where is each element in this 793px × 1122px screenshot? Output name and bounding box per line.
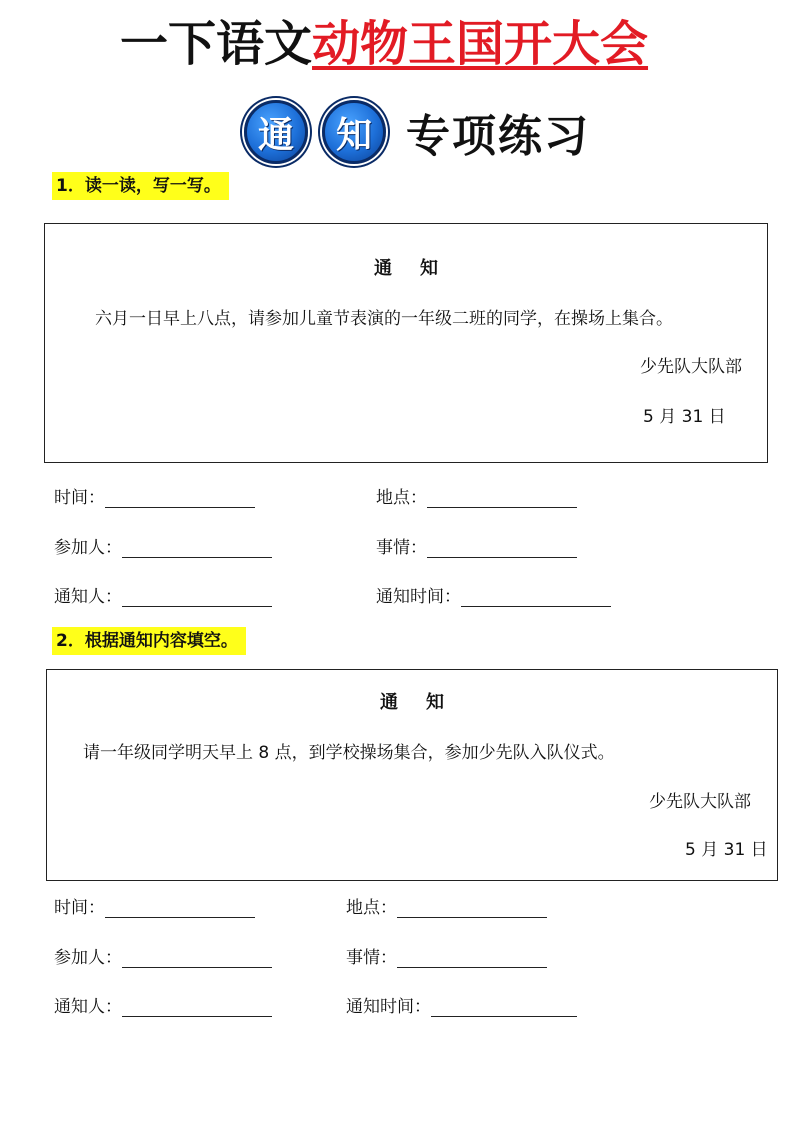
- section1-time-label: 时间：: [54, 488, 105, 508]
- section1-matter-field: [376, 533, 577, 558]
- section2-time-blank[interactable]: [105, 899, 255, 918]
- section1-notice-time-field: [376, 582, 611, 607]
- section1-notice-body: 六月一日早上八点，请参加儿童节表演的一年级二班的同学，在操场上集合。: [95, 309, 673, 329]
- title-prefix: 一下语文: [120, 18, 313, 70]
- section1-notice-date: 5 月 31 日: [643, 407, 726, 427]
- section2-participants-field: [54, 943, 272, 968]
- section1-matter-label: 事情：: [376, 538, 427, 558]
- section2-notifier-field: [54, 992, 272, 1017]
- section2-notice-box: [46, 669, 778, 881]
- section2-place-blank[interactable]: [397, 899, 547, 918]
- section2-time-field: [54, 893, 255, 918]
- section2-notifier-blank[interactable]: [122, 998, 272, 1017]
- section1-time-blank[interactable]: [105, 489, 255, 508]
- section1-participants-label: 参加人：: [54, 538, 122, 558]
- section1-place-field: [376, 483, 577, 508]
- section1-notifier-label: 通知人：: [54, 587, 122, 607]
- section2-notice-time-blank[interactable]: [431, 998, 577, 1017]
- section2-heading: 2．根据通知内容填空。: [52, 627, 246, 655]
- section2-notice-date: 5 月 31 日: [685, 840, 768, 860]
- section2-matter-blank[interactable]: [397, 949, 547, 968]
- section1-notice-title-char2: 知: [420, 258, 438, 279]
- section1-matter-blank[interactable]: [427, 539, 577, 558]
- section1-participants-blank[interactable]: [122, 539, 272, 558]
- section1-heading: 1．读一读，写一写。: [52, 172, 229, 200]
- section2-notice-title: [47, 688, 777, 714]
- section2-matter-label: 事情：: [346, 948, 397, 968]
- section2-place-field: [346, 893, 547, 918]
- section1-notice-title: [45, 254, 767, 280]
- section2-notice-time-label: 通知时间：: [346, 997, 431, 1017]
- subtitle-row: [244, 100, 590, 164]
- section1-notice-title-char1: 通: [374, 258, 392, 279]
- section1-notifier-blank[interactable]: [122, 588, 272, 607]
- badge-tong: 通: [244, 100, 308, 164]
- section2-notice-title-char2: 知: [426, 692, 444, 713]
- title-highlight: 动物王国开大会: [312, 18, 649, 70]
- section1-notice-box: [44, 223, 768, 463]
- section2-place-label: 地点：: [346, 898, 397, 918]
- section2-notifier-label: 通知人：: [54, 997, 122, 1017]
- section2-notice-time-field: [346, 992, 577, 1017]
- section2-notice-title-char1: 通: [380, 692, 398, 713]
- section2-participants-blank[interactable]: [122, 949, 272, 968]
- badge-zhi: 知: [322, 100, 386, 164]
- section1-place-label: 地点：: [376, 488, 427, 508]
- section2-notice-signer: 少先队大队部: [649, 792, 751, 812]
- section1-notice-signer: 少先队大队部: [640, 357, 742, 377]
- section2-notice-body: 请一年级同学明天早上 8 点，到学校操场集合，参加少先队入队仪式。: [83, 743, 615, 763]
- document-title: [120, 18, 680, 70]
- section2-participants-label: 参加人：: [54, 948, 122, 968]
- subtitle: 专项练习: [406, 111, 590, 162]
- section1-notice-time-label: 通知时间：: [376, 587, 461, 607]
- section1-notice-time-blank[interactable]: [461, 588, 611, 607]
- section1-time-field: [54, 483, 255, 508]
- section1-notifier-field: [54, 582, 272, 607]
- section2-time-label: 时间：: [54, 898, 105, 918]
- section1-place-blank[interactable]: [427, 489, 577, 508]
- section2-matter-field: [346, 943, 547, 968]
- section1-participants-field: [54, 533, 272, 558]
